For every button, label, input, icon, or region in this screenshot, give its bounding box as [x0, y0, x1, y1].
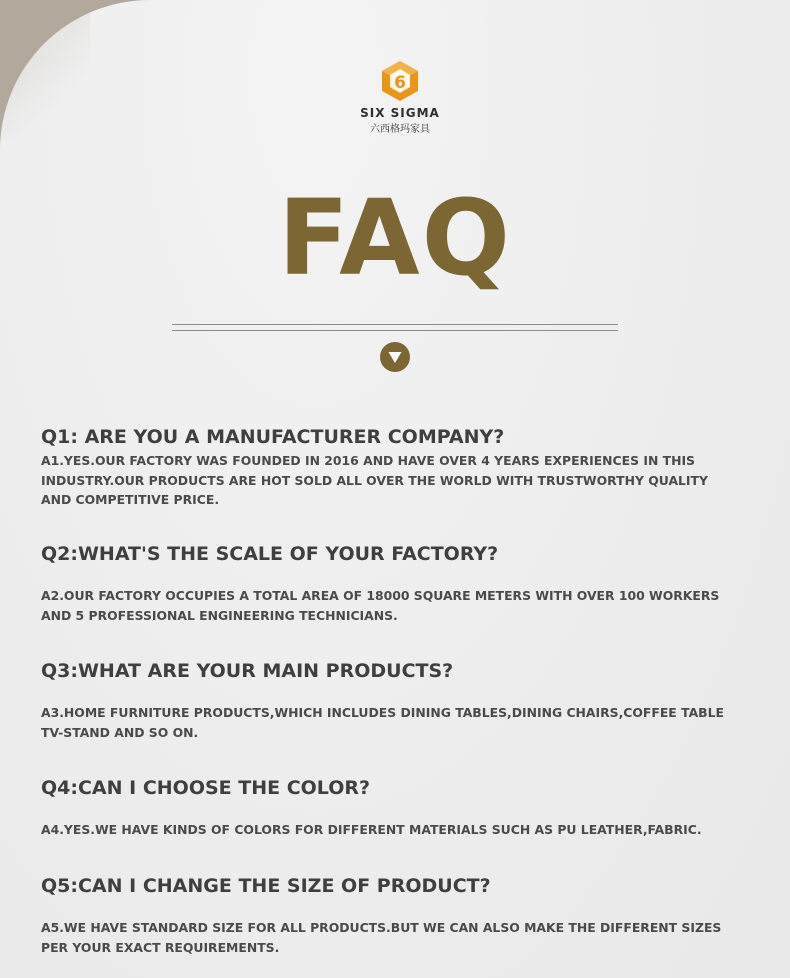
chevron-down-icon — [380, 342, 410, 372]
faq-answer: A5.WE HAVE STANDARD SIZE FOR ALL PRODUCTS.BUT WE CAN ALSO MAKE THE DIFFERENT SIZES PER YOUR EXACT REQUIREMENTS. — [41, 920, 722, 955]
faq-answer: A2.OUR FACTORY OCCUPIES A TOTAL AREA OF 18000 SQUARE METERS WITH OVER 100 WORKERS AND 5 PROFESSIONAL ENGINEERING TECHNICIANS. — [41, 588, 720, 623]
faq-question: Q3:WHAT ARE YOUR MAIN PRODUCTS? — [41, 660, 454, 682]
faq-question: Q1: ARE YOU A MANUFACTURER COMPANY? — [41, 426, 505, 448]
faq-item — [41, 776, 741, 840]
scroll-down-button[interactable] — [380, 342, 410, 372]
brand-name-cn: 六西格玛家具 — [370, 124, 430, 135]
faq-item — [41, 542, 741, 625]
faq-item — [41, 425, 741, 510]
divider — [172, 324, 618, 325]
svg-text:6: 6 — [394, 73, 406, 93]
faq-question: Q2:WHAT'S THE SCALE OF YOUR FACTORY? — [41, 543, 499, 565]
faq-answer: A3.HOME FURNITURE PRODUCTS,WHICH INCLUDES DINING TABLES,DINING CHAIRS,COFFEE TABLE TV-STAND AND SO ON. — [41, 705, 724, 740]
corner-shadow — [0, 0, 90, 140]
brand-name: SIX SIGMA — [360, 106, 440, 120]
divider — [172, 330, 618, 331]
faq-question: Q5:CAN I CHANGE THE SIZE OF PRODUCT? — [41, 875, 491, 897]
faq-answer: A4.YES.WE HAVE KINDS OF COLORS FOR DIFFERENT MATERIALS SUCH AS PU LEATHER,FABRIC. — [41, 822, 702, 837]
faq-item — [41, 874, 741, 957]
faq-item — [41, 659, 741, 742]
faq-answer: A1.YES.OUR FACTORY WAS FOUNDED IN 2016 AND HAVE OVER 4 YEARS EXPERIENCES IN THIS INDUSTRY.OUR PRODUCTS ARE HOT SOLD ALL OVER THE WORLD WITH TRUSTWORTHY QUALITY AND COMPETITIVE PRICE. — [41, 453, 708, 507]
six-sigma-logo-icon — [380, 60, 420, 102]
page-title: FAQ — [277, 177, 512, 299]
brand-logo — [348, 60, 452, 138]
faq-question: Q4:CAN I CHOOSE THE COLOR? — [41, 777, 371, 799]
